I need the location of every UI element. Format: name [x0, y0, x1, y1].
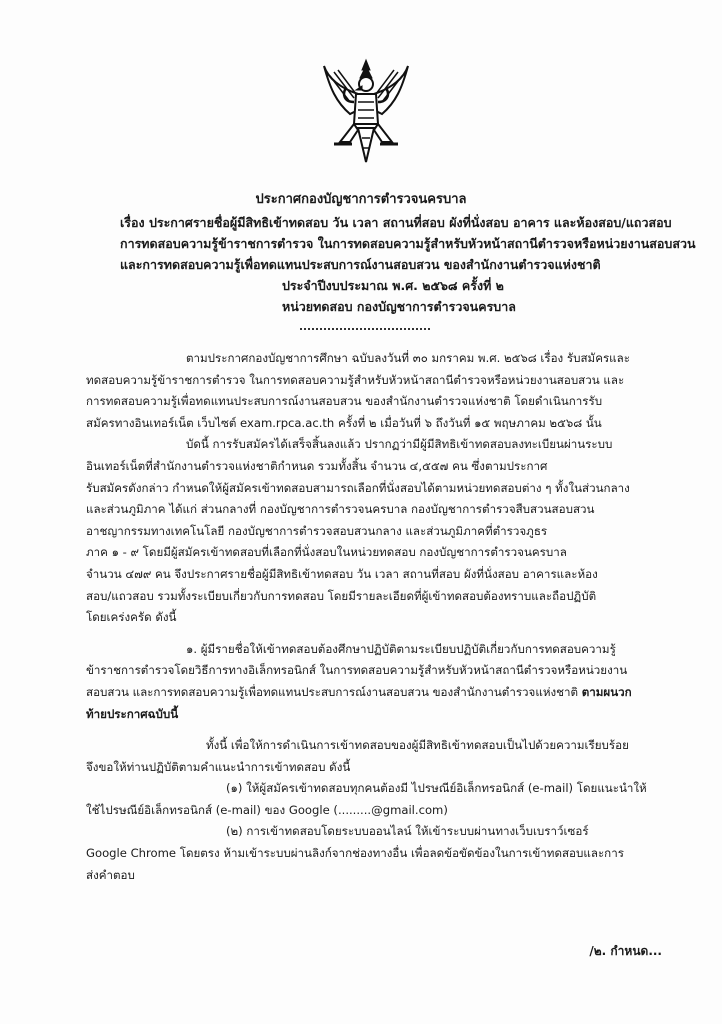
sub-item-1 — [86, 778, 686, 821]
dotted-divider — [300, 328, 430, 330]
document-body — [86, 348, 686, 886]
text-line: ตามประกาศกองบัญชาการศึกษา ฉบับลงวันที่ ๓๐ มกราคม พ.ศ. ๒๕๖๘ เรื่อง รับสมัครและ — [186, 351, 630, 365]
text-line: ภาค ๑ - ๙ โดยมีผู้สมัครเข้าทดสอบที่เลือกที่นั่งสอบในหน่วยทดสอบ กองบัญชาการตำรวจนครบาล — [86, 545, 567, 560]
paragraph-2 — [86, 434, 686, 628]
text-line: ท้ายประกาศฉบับนี้ — [86, 706, 179, 721]
announcement-title: ประกาศกองบัญชาการตำรวจนครบาล — [255, 192, 467, 207]
continuation-marker: /๒. กำหนด... — [589, 944, 662, 958]
text-line: อินเทอร์เน็ตที่สำนักงานตำรวจแห่งชาติกำหนด รวมทั้งสิ้น จำนวน ๔,๕๕๗ คน ซึ่งตามประกาศ — [86, 458, 548, 473]
annex-reference: ตามผนวก — [581, 684, 632, 699]
text-line: ใช้ไปรษณีย์อิเล็กทรอนิกส์ (e-mail) ของ Google (.........@gmail.com) — [86, 802, 448, 817]
text-line: จึงขอให้ท่านปฏิบัติตามคำแนะนำการเข้าทดสอบ ดังนี้ — [86, 759, 351, 774]
subject-line: เรื่อง ประกาศรายชื่อผู้มีสิทธิเข้าทดสอบ วัน เวลา สถานที่สอบ ผังที่นั่งสอบ อาคาร และห้องสอบ/แถวสอบ — [120, 215, 672, 230]
garuda-emblem-icon — [320, 58, 412, 166]
text-line: การทดสอบความรู้เพื่อทดแทนประสบการณ์งานสอบสวน ของสำนักงานตำรวจแห่งชาติ โดยดำเนินการรับ — [86, 394, 603, 409]
text-line: อาชญากรรมทางเทคโนโลยี กองบัญชาการตำรวจสอบสวนกลาง และส่วนภูมิภาคที่ตำรวจภูธร — [86, 523, 548, 538]
text-line: ๑. ผู้มีรายชื่อให้เข้าทดสอบต้องศึกษาปฏิบัติตามระเบียบปฏิบัติเกี่ยวกับการทดสอบความรู้ — [186, 641, 616, 656]
item-1 — [86, 639, 686, 725]
text-line: ส่งคำตอบ — [86, 867, 135, 882]
paragraph-3 — [86, 735, 686, 778]
subject-line: หน่วยทดสอบ กองบัญชาการตำรวจนครบาล — [282, 299, 516, 314]
text-line: รับสมัครดังกล่าว กำหนดให้ผู้สมัครเข้าทดสอบสามารถเลือกที่นั่งสอบได้ตามหน่วยทดสอบต่าง ๆ ทั้งในส่วนกลาง — [86, 480, 630, 495]
text-line: จำนวน ๔๗๙ คน จึงประกาศรายชื่อผู้มีสิทธิเข้าทดสอบ วัน เวลา สถานที่สอบ ผังที่นั่งสอบ อาคารและห้อง — [86, 566, 598, 581]
text-line: สอบสวน และการทดสอบความรู้เพื่อทดแทนประสบการณ์งานสอบสวน ของสำนักงานตำรวจแห่งชาติ — [86, 684, 579, 699]
text-line: ทั้งนี้ เพื่อให้การดำเนินการเข้าทดสอบของผู้มีสิทธิเข้าทดสอบเป็นไปด้วยความเรียบร้อย — [206, 738, 629, 753]
subject-line: ประจำปีงบประมาณ พ.ศ. ๒๕๖๘ ครั้งที่ ๒ — [282, 278, 504, 293]
text-line: ทดสอบความรู้ข้าราชการตำรวจ ในการทดสอบความรู้สำหรับหัวหน้าสถานีตำรวจหรือหน่วยงานสอบสวน และ — [86, 372, 625, 387]
text-line: ข้าราชการตำรวจโดยวิธีการทางอิเล็กทรอนิกส์ ในการทดสอบความรู้สำหรับหัวหน้าสถานีตำรวจหรือหน่วยงาน — [86, 663, 628, 678]
text-line: สมัครทางอินเทอร์เน็ต เว็บไซต์ exam.rpca.ac.th ครั้งที่ ๒ เมื่อวันที่ ๖ ถึงวันที่ ๑๕ พฤษภาคม ๒๕๖๘ นั้น — [86, 415, 602, 430]
sub-item-2 — [86, 821, 686, 886]
text-line: (๒) การเข้าทดสอบโดยระบบออนไลน์ ให้เข้าระบบผ่านทางเว็บเบราว์เซอร์ — [226, 824, 589, 839]
subject-line: การทดสอบความรู้ข้าราชการตำรวจ ในการทดสอบความรู้สำหรับหัวหน้าสถานีตำรวจหรือหน่วยงานสอบสวน — [120, 236, 696, 251]
text-line: โดยเคร่งครัด ดังนี้ — [86, 610, 177, 625]
text-line: (๑) ให้ผู้สมัครเข้าทดสอบทุกคนต้องมี ไปรษณีย์อิเล็กทรอนิกส์ (e-mail) โดยแนะนำให้ — [226, 781, 647, 796]
text-line: และส่วนภูมิภาค ได้แก่ ส่วนกลางที่ กองบัญชาการตำรวจนครบาล กองบัญชาการตำรวจสืบสวนสอบสวน — [86, 502, 595, 517]
text-line: Google Chrome โดยตรง ห้ามเข้าระบบผ่านลิงก์จากช่องทางอื่น เพื่อลดข้อขัดข้องในการเข้าทดสอบและการ — [86, 846, 624, 861]
paragraph-1 — [86, 348, 686, 434]
subject-block — [120, 212, 696, 317]
text-line: บัดนี้ การรับสมัครได้เสร็จสิ้นลงแล้ว ปรากฏว่ามีผู้มีสิทธิเข้าทดสอบลงทะเบียนผ่านระบบ — [186, 437, 613, 452]
subject-line: และการทดสอบความรู้เพื่อทดแทนประสบการณ์งานสอบสวน ของสำนักงานตำรวจแห่งชาติ — [120, 257, 601, 272]
text-line: สอบ/แถวสอบ รวมทั้งระเบียบเกี่ยวกับการทดสอบ โดยมีรายละเอียดที่ผู้เข้าทดสอบต้องทราบและถือปฏิบัติ — [86, 588, 597, 603]
